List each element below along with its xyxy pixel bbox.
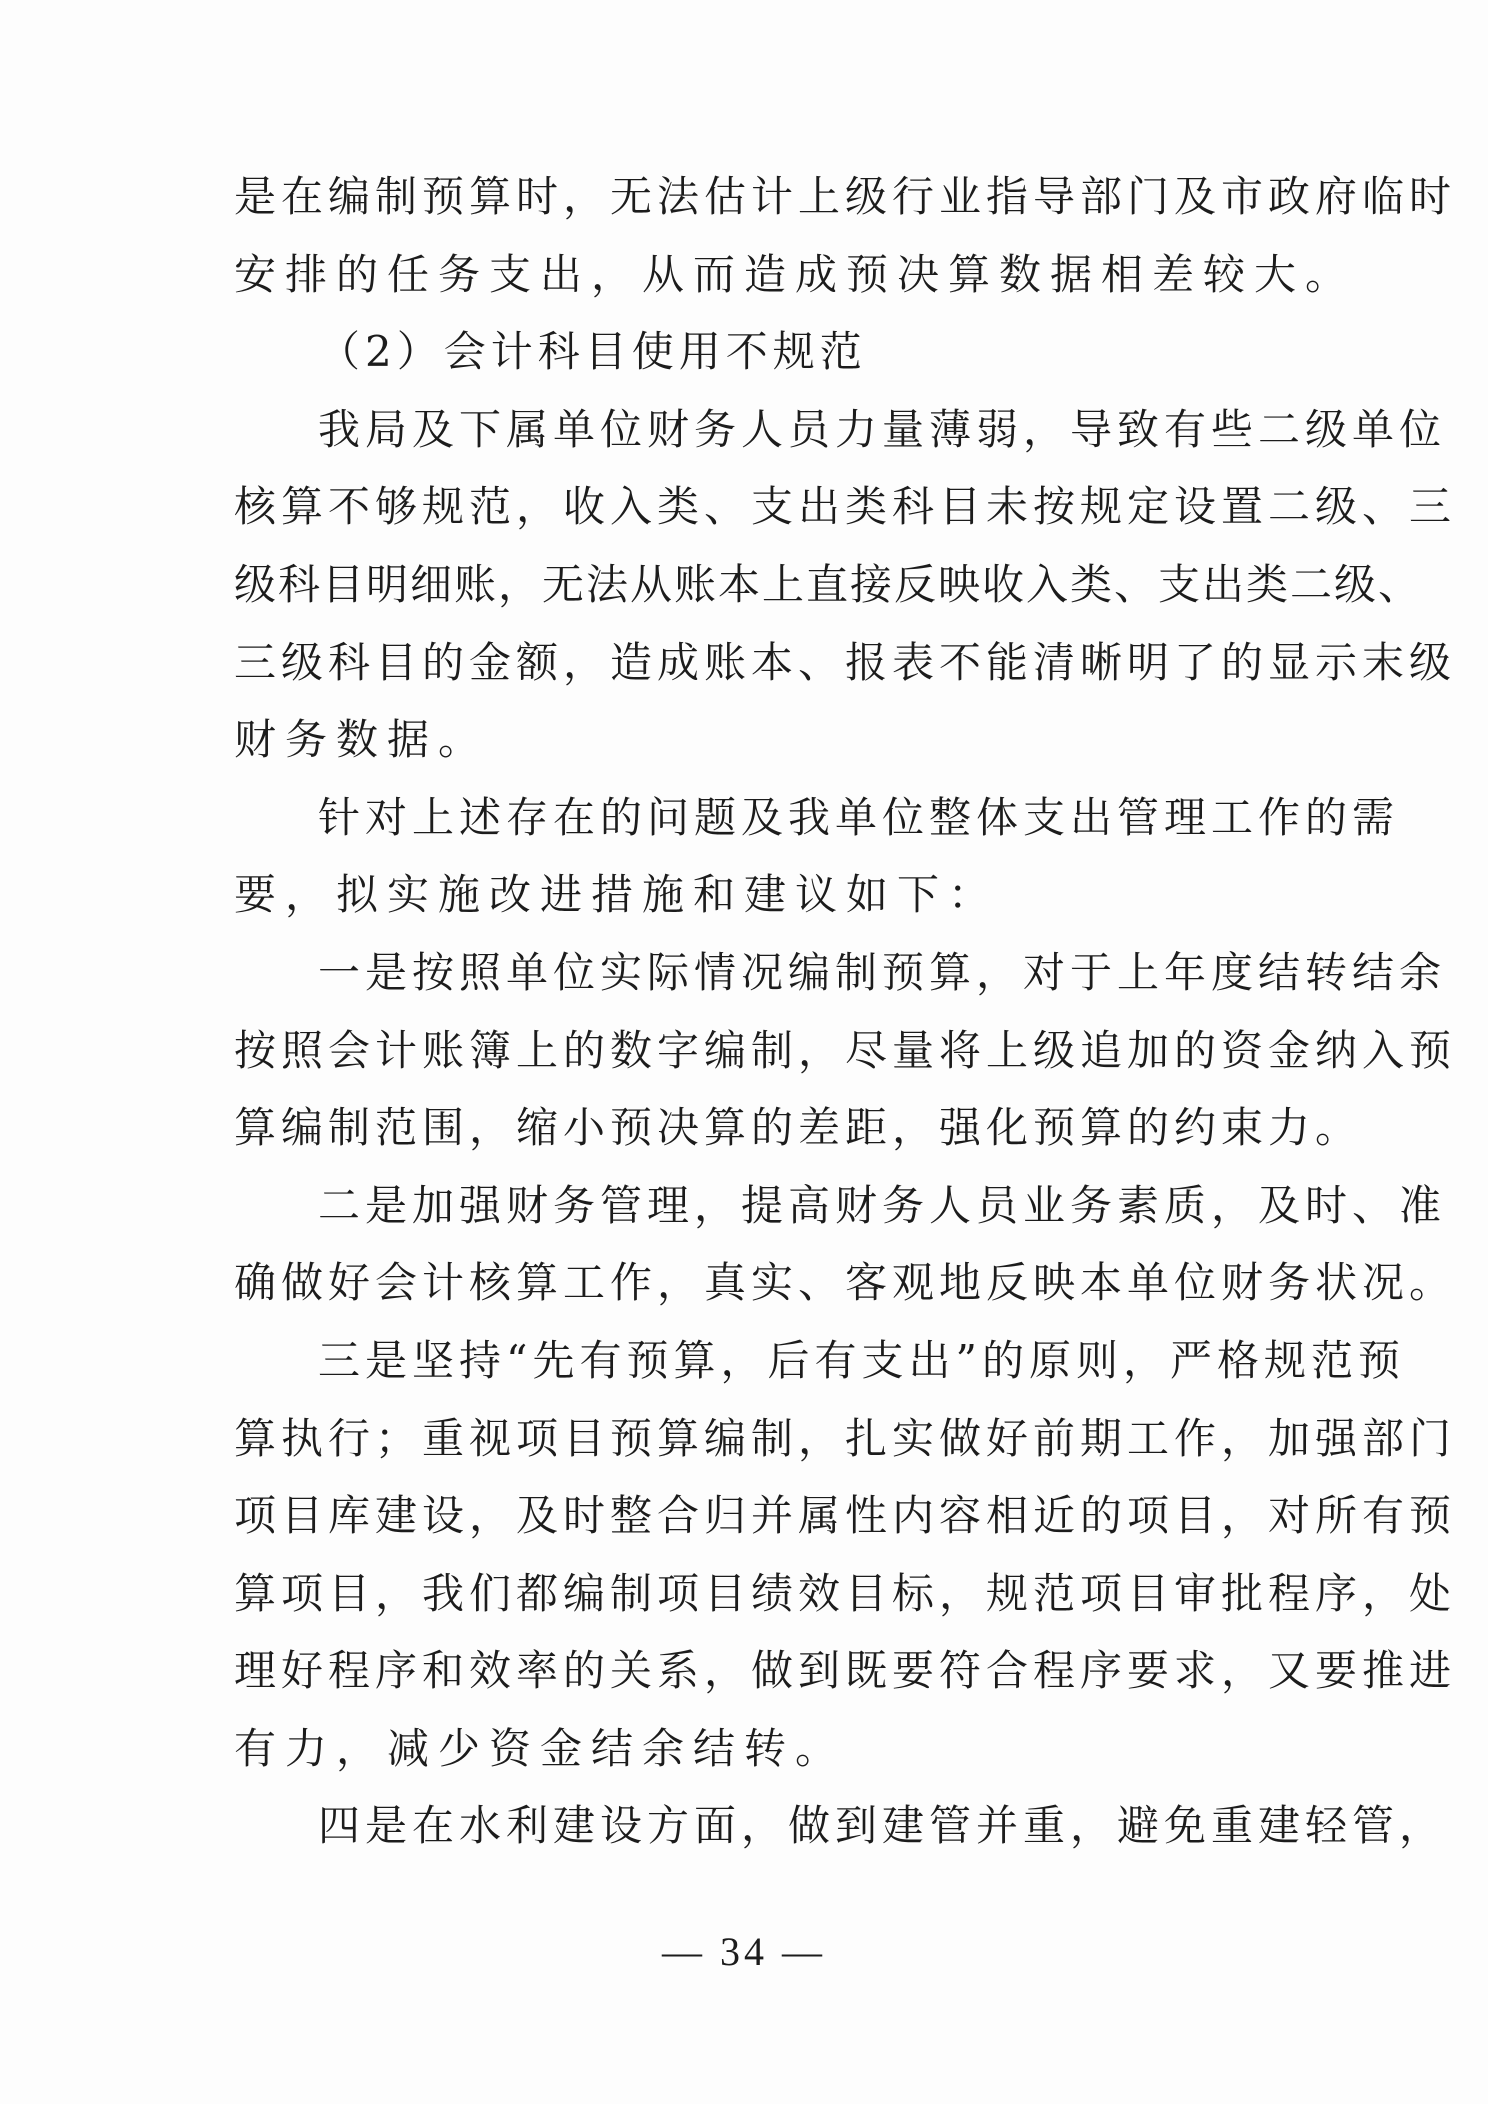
text-line: 算编制范围，缩小预决算的差距，强化预算的约束力。 [234,1103,1363,1153]
text-line: 二是加强财务管理，提高财务人员业务素质，及时、准 [318,1180,1447,1230]
text-line: 是在编制预算时，无法估计上级行业指导部门及市政府临时 [234,172,1457,221]
text-line: 安排的任务支出，从而造成预决算数据相差较大。 [234,249,1357,299]
text-line: 要，拟实施改进措施和建议如下： [234,870,1000,920]
text-line: 三是坚持“先有预算，后有支出”的原则，严格规范预 [318,1335,1405,1385]
text-line: 针对上述存在的问题及我单位整体支出管理工作的需 [318,792,1400,842]
text-line: 三级科目的金额，造成账本、报表不能清晰明了的显示末级 [234,637,1457,687]
text-line: 算执行；重视项目预算编制，扎实做好前期工作，加强部门 [234,1413,1457,1463]
text-line: 算项目，我们都编制项目绩效目标，规范项目审批程序，处 [234,1568,1457,1618]
text-line: 我局及下属单位财务人员力量薄弱，导致有些二级单位 [318,404,1447,454]
body-text [234,158,1457,1865]
text-line: 确做好会计核算工作，真实、客观地反映本单位财务状况。 [234,1258,1457,1308]
text-line: 按照会计账簿上的数字编制，尽量将上级追加的资金纳入预 [234,1025,1457,1075]
text-line: 有力，减少资金结余结转。 [234,1723,847,1773]
text-line: 一是按照单位实际情况编制预算，对于上年度结转结余 [318,947,1447,997]
text-line: 理好程序和效率的关系，做到既要符合程序要求，又要推进 [234,1646,1457,1696]
section-heading: （2）会计科目使用不规范 [318,327,867,377]
page-number: — 34 — [662,1929,826,1974]
text-line: 财务数据。 [234,715,490,765]
text-line: 四是在水利建设方面，做到建管并重，避免重建轻管， [318,1801,1447,1851]
text-line: 项目库建设，及时整合归并属性内容相近的项目，对所有预 [234,1491,1457,1541]
text-line: 级科目明细账，无法从账本上直接反映收入类、支出类二级、 [234,559,1423,609]
text-line: 核算不够规范，收入类、支出类科目未按规定设置二级、三 [234,482,1457,532]
